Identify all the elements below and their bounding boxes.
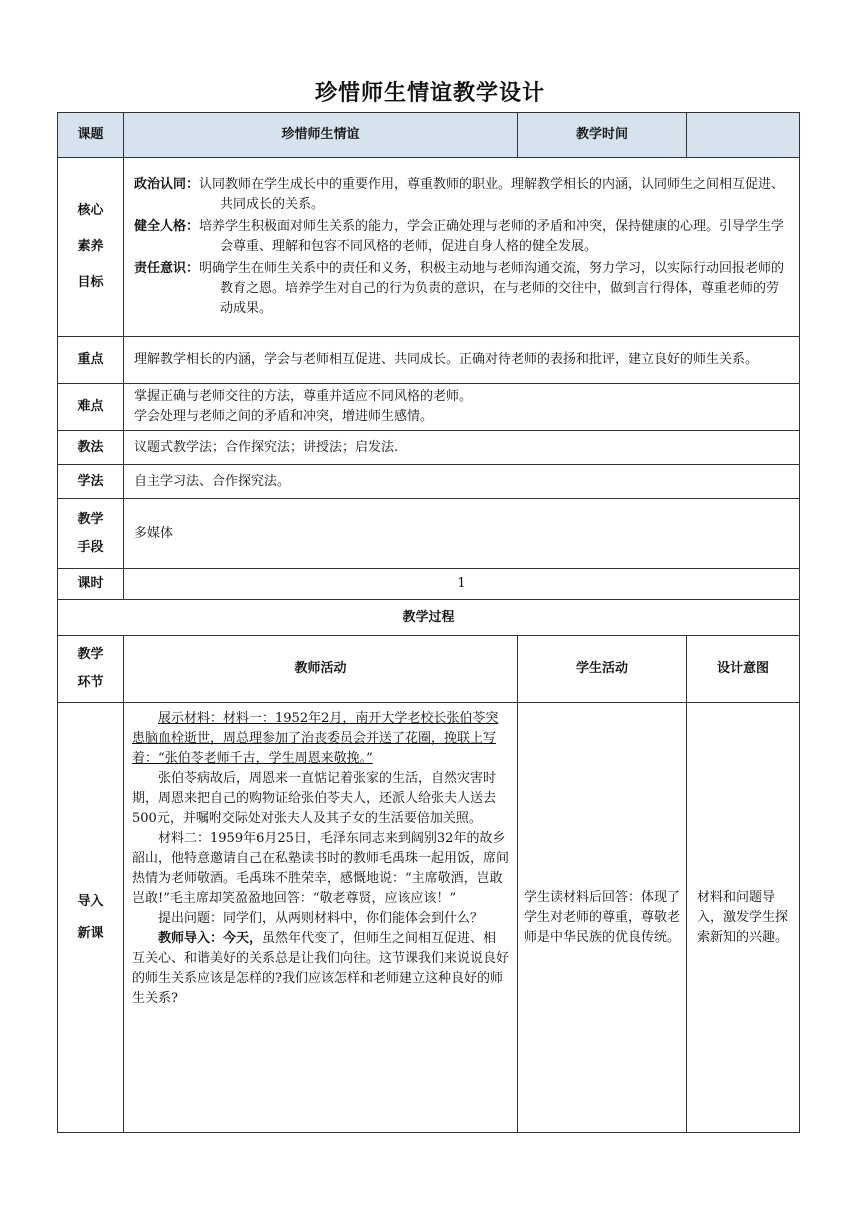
intro-stage-label: 导入 新课 [58,703,124,1133]
intro-teacher-activity [124,703,518,1133]
teaching-method-row [58,431,800,465]
difficulties-label: 难点 [58,384,124,431]
teacher-para-5: 教师导入：今天，虽然年代变了，但师生之间相互促进、相互关心、和谐美好的关系总是让我们向往。这节课我们来说说良好的师生关系应该是怎样的?我们应该怎样和老师建立这种良好的师生关系? [132,931,510,1006]
learning-method-label: 学法 [58,465,124,499]
core-goals-label: 核心 素养 目标 [58,158,124,337]
goal-responsibility: 责任意识：明确学生在师生关系中的责任和义务，积极主动地与老师沟通交流，努力学习，以实际行动回报老师的教育之恩。培养学生对自己的行为负责的意识，在与老师的交往中，做到言行得体，尊重老师的劳动成果。 [134,261,785,316]
class-hours-label: 课时 [58,569,124,600]
key-points-row [58,337,800,384]
key-points-text: 理解教学相长的内涵，学会与老师相互促进、共同成长。正确对待老师的表扬和批评，建立良好的师生关系。 [124,337,800,384]
lesson-plan-table [57,112,800,1133]
class-hours-value: 1 [124,569,800,600]
teacher-para-1: 展示材料：材料一：1952年2月，南开大学老校长张伯苓突患脑血栓逝世，周总理参加了治丧委员会并送了花圈，挽联上写着：“张伯苓老师千古，学生周恩来敬挽。” [132,711,499,766]
teacher-para-4: 提出问题：同学们，从两则材料中，你们能体会到什么？ [158,911,484,926]
col-intent-header: 设计意图 [687,636,800,703]
topic-label: 课题 [58,113,124,158]
teaching-means-row [58,499,800,569]
document-title: 珍惜师生情谊教学设计 [314,81,545,106]
teaching-method-label: 教法 [58,431,124,465]
teaching-means-text: 多媒体 [124,499,800,569]
time-label: 教学时间 [518,113,687,158]
intro-row [58,703,800,1133]
time-value [687,113,800,158]
teacher-para-3: 材料二：1959年6月25日，毛泽东同志来到阔别32年的故乡韶山，他特意邀请自己在私塾读书时的教师毛禹珠一起用饭，席间热情为老师敬酒。毛禹珠不胜荣幸，感慨地说：“主席敬酒，岂敢岂敢!”毛主席却笑盈盈地回答：“敬老尊贤，应该应该！” [132,831,510,906]
teaching-method-text: 议题式教学法；合作探究法；讲授法；启发法. [124,431,800,465]
learning-method-text: 自主学习法、合作探究法。 [124,465,800,499]
teaching-means-label: 教学 手段 [58,499,124,569]
topic-value: 珍惜师生情谊 [124,113,518,158]
col-student-header: 学生活动 [518,636,687,703]
col-teacher-header: 教师活动 [124,636,518,703]
goal-political: 政治认同：认同教师在学生成长中的重要作用，尊重教师的职业。理解教学相长的内涵，认同师生之间相互促进、共同成长的关系。 [134,177,785,212]
goal-personality: 健全人格：培养学生积极面对师生关系的能力，学会正确处理与老师的矛盾和冲突，保持健康的心理。引导学生学会尊重、理解和包容不同风格的老师，促进自身人格的健全发展。 [134,219,785,254]
class-hours-row [58,569,800,600]
learning-method-row [58,465,800,499]
header-row [58,113,800,158]
intro-design-intent: 材料和问题导入，激发学生探索新知的兴趣。 [687,703,800,1133]
teacher-para-2: 张伯苓病故后，周恩来一直惦记着张家的生活，自然灾害时期，周恩来把自己的购物证给张伯苓夫人，还派人给张夫人送去500元，并嘱咐交际处对张夫人及其子女的生活要倍加关照。 [132,771,497,826]
process-title-row [58,600,800,636]
core-goals-row [58,158,800,337]
intro-student-activity: 学生读材料后回答：体现了学生对老师的尊重，尊敬老师是中华民族的优良传统。 [518,703,687,1133]
process-header-row [58,636,800,703]
difficulties-row [58,384,800,431]
difficulties-text: 掌握正确与老师交往的方法，尊重并适应不同风格的老师。 学会处理与老师之间的矛盾和冲突，增进师生感情。 [124,384,800,431]
col-stage-header: 教学 环节 [58,636,124,703]
core-goals-content [124,158,800,337]
key-points-label: 重点 [58,337,124,384]
process-title: 教学过程 [58,600,800,636]
